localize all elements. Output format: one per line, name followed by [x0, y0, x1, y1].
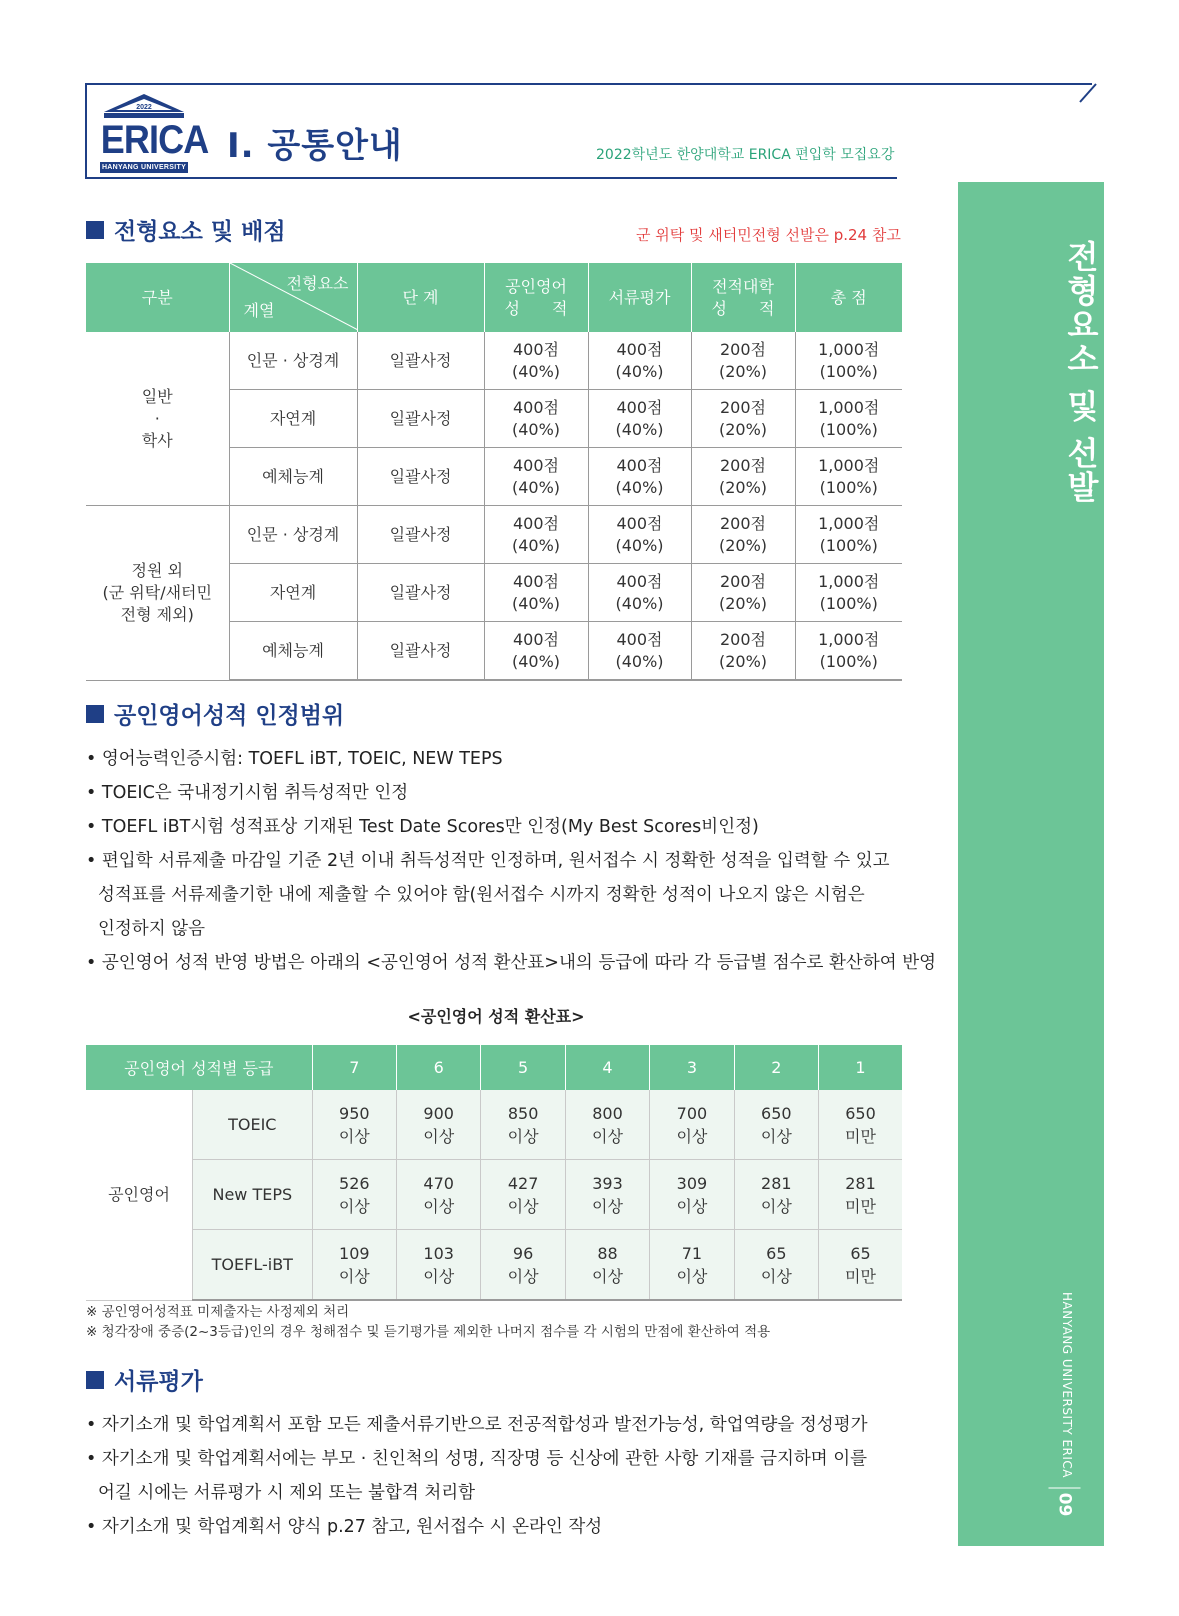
header-grade: 공인영어 성적별 등급 — [86, 1045, 312, 1090]
score-cell — [312, 1090, 396, 1160]
group-label — [86, 332, 229, 506]
list-item: 성적표를 서류제출기한 내에 제출할 수 있어야 함(원서접수 시까지 정확한 성적이 나오지 않은 시험은 — [98, 885, 865, 905]
score-percent: (40%) — [511, 593, 561, 613]
score-suffix: 이상 — [760, 1266, 792, 1286]
stage-cell: 일괄사정 — [357, 506, 484, 564]
table-row — [86, 1160, 902, 1230]
list-item: • TOEIC은 국내정기시험 취득성적만 인정 — [86, 783, 409, 803]
list-item: • TOEFL iBT시험 성적표상 기재된 Test Date Scores만 인정(My Best Scores비인정) — [86, 817, 759, 837]
english-score-cell — [484, 564, 588, 622]
score-value: 1,000점 — [818, 397, 880, 417]
score-cell — [481, 1090, 565, 1160]
english-score-cell — [484, 622, 588, 681]
score-suffix: 이상 — [338, 1196, 370, 1216]
total-score-cell — [795, 622, 902, 681]
document-score-cell — [588, 390, 691, 448]
english-score-cell — [484, 506, 588, 564]
score-value: 109 — [339, 1243, 370, 1263]
score-value: 900 — [423, 1103, 454, 1123]
score-cell — [819, 1230, 902, 1301]
grade-header-1: 1 — [819, 1045, 902, 1090]
list-item: • 자기소개 및 학업계획서 양식 p.27 참고, 원서접수 시 온라인 작성 — [86, 1517, 603, 1537]
stage-cell: 일괄사정 — [357, 564, 484, 622]
score-cell — [397, 1160, 481, 1230]
erica-logo — [96, 92, 209, 174]
score-suffix: 이상 — [338, 1266, 370, 1286]
score-value: 200점 — [720, 339, 766, 359]
logo-year: 2022 — [136, 104, 152, 111]
list-item: • 자기소개 및 학업계획서 포함 모든 제출서류기반으로 전공적합성과 발전가능성, 학업역량을 정성평가 — [86, 1415, 868, 1435]
score-value: 400점 — [513, 571, 559, 591]
score-percent: (40%) — [615, 477, 664, 497]
score-suffix: 이상 — [676, 1126, 708, 1146]
score-percent: (40%) — [511, 477, 561, 497]
table-row — [86, 332, 902, 390]
group-label — [86, 506, 229, 681]
score-percent: (100%) — [819, 535, 878, 555]
score-suffix: 미만 — [845, 1266, 876, 1286]
score-suffix: 이상 — [760, 1126, 792, 1146]
score-suffix: 이상 — [507, 1126, 539, 1146]
score-percent: (100%) — [819, 361, 878, 381]
score-percent: (20%) — [718, 593, 768, 613]
score-percent: (20%) — [718, 361, 768, 381]
score-suffix: 이상 — [592, 1196, 623, 1216]
list-item: • 영어능력인증시험: TOEFL iBT, TOEIC, NEW TEPS — [86, 749, 503, 769]
documents-bullet-list — [86, 1408, 868, 1544]
score-cell — [565, 1090, 649, 1160]
score-value: 470 — [423, 1173, 454, 1193]
score-value: 800 — [592, 1103, 623, 1123]
score-percent: (100%) — [819, 419, 878, 439]
header-top-line — [897, 83, 1092, 85]
score-value: 96 — [512, 1243, 534, 1263]
section-heading-scoring — [86, 213, 286, 246]
section-heading-documents — [86, 1363, 203, 1396]
score-value: 400점 — [616, 571, 663, 591]
total-score-cell — [795, 506, 902, 564]
score-value: 309 — [676, 1173, 708, 1193]
score-value: 650 — [761, 1103, 792, 1123]
page-title: Ⅰ. 공통안내 — [227, 126, 403, 166]
total-score-cell — [795, 564, 902, 622]
score-value: 71 — [681, 1243, 703, 1263]
test-name-cell: TOEIC — [193, 1090, 313, 1160]
score-value: 400점 — [616, 513, 663, 533]
score-value: 400점 — [513, 455, 559, 475]
english-conversion-table — [86, 1045, 902, 1301]
group-label-line: · — [154, 408, 160, 428]
square-bullet-icon — [86, 1371, 104, 1389]
english-score-cell — [484, 332, 588, 390]
score-cell — [650, 1160, 734, 1230]
score-value: 526 — [339, 1173, 370, 1193]
field-cell: 예체능계 — [229, 622, 357, 681]
group-label-line: 학사 — [141, 430, 173, 450]
score-suffix: 이상 — [676, 1266, 708, 1286]
header-total: 총 점 — [795, 263, 902, 332]
score-percent: (100%) — [819, 593, 878, 613]
score-suffix: 이상 — [423, 1266, 455, 1286]
score-percent: (20%) — [718, 477, 768, 497]
group-label-line: 전형 제외) — [120, 604, 194, 624]
score-value: 400점 — [616, 455, 663, 475]
score-value: 281 — [845, 1173, 876, 1193]
score-percent: (40%) — [511, 419, 561, 439]
score-value: 400점 — [513, 397, 559, 417]
prev-school-score-cell — [691, 564, 795, 622]
score-value: 1,000점 — [818, 513, 880, 533]
document-score-cell — [588, 564, 691, 622]
score-suffix: 이상 — [507, 1266, 539, 1286]
stage-cell: 일괄사정 — [357, 622, 484, 681]
score-value: 427 — [507, 1173, 539, 1193]
score-cell — [819, 1160, 902, 1230]
list-item: 어길 시에는 서류평가 시 제외 또는 불합격 처리함 — [98, 1483, 476, 1503]
score-value: 65 — [850, 1243, 871, 1263]
header-english: 공인영어 성 적 — [484, 263, 588, 332]
score-suffix: 이상 — [676, 1196, 708, 1216]
english-notes — [86, 1302, 770, 1342]
roof-icon — [100, 92, 188, 120]
score-cell — [481, 1230, 565, 1301]
stage-cell: 일괄사정 — [357, 390, 484, 448]
score-cell — [481, 1160, 565, 1230]
score-cell — [734, 1160, 818, 1230]
header-element: 전형요소 — [286, 274, 349, 293]
score-value: 400점 — [513, 513, 559, 533]
score-percent: (40%) — [615, 419, 664, 439]
table-header-row — [86, 1045, 902, 1090]
field-cell: 자연계 — [229, 390, 357, 448]
score-value: 281 — [761, 1173, 792, 1193]
square-bullet-icon — [86, 705, 104, 723]
english-score-cell — [484, 390, 588, 448]
score-percent: (20%) — [718, 535, 768, 555]
table-row — [86, 1230, 902, 1301]
logo-name: ERICA — [100, 118, 209, 162]
score-value: 200점 — [720, 513, 766, 533]
prev-school-score-cell — [691, 622, 795, 681]
score-value: 200점 — [720, 629, 766, 649]
score-value: 400점 — [616, 629, 663, 649]
side-band-subtitle: HANYANG UNIVERSITY ERICA — [1060, 1292, 1074, 1479]
score-value: 103 — [423, 1243, 454, 1263]
table-header-row — [86, 263, 902, 332]
total-score-cell — [795, 390, 902, 448]
score-value: 65 — [766, 1243, 787, 1263]
score-suffix: 미만 — [845, 1196, 876, 1216]
grade-header-7: 7 — [312, 1045, 396, 1090]
score-suffix: 이상 — [423, 1196, 455, 1216]
reference-note: 군 위탁 및 새터민전형 선발은 p.24 참고 — [636, 226, 901, 244]
list-item: • 편입학 서류제출 마감일 기준 2년 이내 취득성적만 인정하며, 원서접수 시 정확한 성적을 입력할 수 있고 — [86, 851, 890, 871]
group-label-line: 일반 — [141, 386, 173, 406]
score-percent: (40%) — [615, 361, 664, 381]
square-bullet-icon — [86, 221, 104, 239]
conversion-table-caption: <공인영어 성적 환산표> — [407, 1007, 585, 1026]
score-cell — [734, 1090, 818, 1160]
group-label-line: 정원 외 — [131, 560, 183, 580]
score-percent: (40%) — [615, 593, 664, 613]
grade-header-2: 2 — [734, 1045, 818, 1090]
score-value: 200점 — [720, 571, 766, 591]
scoring-table — [86, 263, 902, 681]
header-category: 구분 — [86, 263, 229, 332]
grade-header-3: 3 — [650, 1045, 734, 1090]
score-cell — [312, 1230, 396, 1301]
score-value: 850 — [507, 1103, 539, 1123]
score-value: 1,000점 — [818, 455, 880, 475]
stage-cell: 일괄사정 — [357, 448, 484, 506]
document-score-cell — [588, 332, 691, 390]
section-title: 공인영어성적 인정범위 — [114, 703, 345, 729]
total-score-cell — [795, 448, 902, 506]
prev-school-score-cell — [691, 390, 795, 448]
score-cell — [734, 1230, 818, 1301]
score-suffix: 이상 — [338, 1126, 370, 1146]
document-score-cell — [588, 506, 691, 564]
prev-school-score-cell — [691, 506, 795, 564]
header-slash-icon — [1078, 82, 1098, 104]
logo-sub: HANYANG UNIVERSITY — [101, 164, 187, 171]
field-cell: 자연계 — [229, 564, 357, 622]
score-value: 88 — [597, 1243, 618, 1263]
score-cell — [397, 1230, 481, 1301]
score-percent: (40%) — [511, 651, 561, 671]
score-cell — [565, 1160, 649, 1230]
page-number: 09 — [1049, 1488, 1081, 1521]
score-suffix: 미만 — [845, 1126, 876, 1146]
score-percent: (40%) — [615, 651, 664, 671]
score-value: 1,000점 — [818, 571, 880, 591]
field-cell: 인문 · 상경계 — [229, 332, 357, 390]
score-cell — [397, 1090, 481, 1160]
grade-header-6: 6 — [397, 1045, 481, 1090]
table-row — [86, 1090, 902, 1160]
score-value: 200점 — [720, 455, 766, 475]
test-name-cell: New TEPS — [193, 1160, 313, 1230]
score-percent: (100%) — [819, 477, 878, 497]
section-title: 서류평가 — [114, 1369, 203, 1395]
header-diagonal — [229, 263, 357, 332]
document-score-cell — [588, 622, 691, 681]
field-cell: 인문 · 상경계 — [229, 506, 357, 564]
score-value: 400점 — [616, 339, 663, 359]
document-score-cell — [588, 448, 691, 506]
score-suffix: 이상 — [760, 1196, 792, 1216]
grade-header-4: 4 — [565, 1045, 649, 1090]
field-cell: 예체능계 — [229, 448, 357, 506]
score-value: 700 — [676, 1103, 708, 1123]
score-suffix: 이상 — [507, 1196, 539, 1216]
note-line: ※ 공인영어성적표 미제출자는 사정제외 처리 — [86, 1304, 350, 1320]
score-cell — [650, 1090, 734, 1160]
score-suffix: 이상 — [592, 1126, 623, 1146]
brochure-title: 2022학년도 한양대학교 ERICA 편입학 모집요강 — [596, 147, 895, 163]
section-heading-english — [86, 697, 344, 730]
group-label-line: (군 위탁/새터민 — [102, 582, 212, 602]
score-percent: (100%) — [819, 651, 878, 671]
score-value: 400점 — [616, 397, 663, 417]
list-item: 인정하지 않음 — [98, 919, 205, 939]
stage-cell: 일괄사정 — [357, 332, 484, 390]
grade-header-5: 5 — [481, 1045, 565, 1090]
list-item: • 자기소개 및 학업계획서에는 부모 · 친인척의 성명, 직장명 등 신상에 관한 사항 기재를 금지하며 이를 — [86, 1449, 868, 1469]
score-value: 400점 — [513, 629, 559, 649]
score-value: 1,000점 — [818, 339, 880, 359]
score-cell — [565, 1230, 649, 1301]
score-percent: (40%) — [511, 535, 561, 555]
list-item: • 공인영어 성적 반영 방법은 아래의 <공인영어 성적 환산표>내의 등급에 따라 각 등급별 점수로 환산하여 반영 — [86, 953, 937, 973]
note-line: ※ 청각장애 중증(2~3등급)인의 경우 청해점수 및 듣기평가를 제외한 나머지 점수를 각 시험의 만점에 환산하여 적용 — [86, 1324, 771, 1340]
english-bullet-list — [86, 742, 936, 980]
score-suffix: 이상 — [423, 1126, 455, 1146]
section-title: 전형요소 및 배점 — [114, 219, 286, 245]
score-percent: (20%) — [718, 419, 768, 439]
score-cell — [819, 1090, 902, 1160]
score-cell — [312, 1160, 396, 1230]
score-value: 393 — [592, 1173, 623, 1193]
header-field: 계열 — [243, 301, 275, 320]
score-percent: (40%) — [511, 361, 561, 381]
category-cell: 공인영어 — [86, 1090, 193, 1300]
score-value: 1,000점 — [818, 629, 880, 649]
score-cell — [650, 1230, 734, 1301]
score-value: 200점 — [720, 397, 766, 417]
score-value: 400점 — [513, 339, 559, 359]
score-value: 650 — [845, 1103, 876, 1123]
table-row — [86, 506, 902, 564]
score-value: 950 — [339, 1103, 370, 1123]
score-percent: (40%) — [615, 535, 664, 555]
test-name-cell: TOEFL-iBT — [193, 1230, 313, 1301]
header-documents: 서류평가 — [588, 263, 691, 332]
score-suffix: 이상 — [592, 1266, 623, 1286]
score-percent: (20%) — [718, 651, 768, 671]
side-band-title: 전형요소 및 선발 — [1062, 240, 1100, 505]
prev-school-score-cell — [691, 448, 795, 506]
total-score-cell — [795, 332, 902, 390]
prev-school-score-cell — [691, 332, 795, 390]
header-prev-school: 전적대학 성 적 — [691, 263, 795, 332]
english-score-cell — [484, 448, 588, 506]
header-stage: 단 계 — [357, 263, 484, 332]
